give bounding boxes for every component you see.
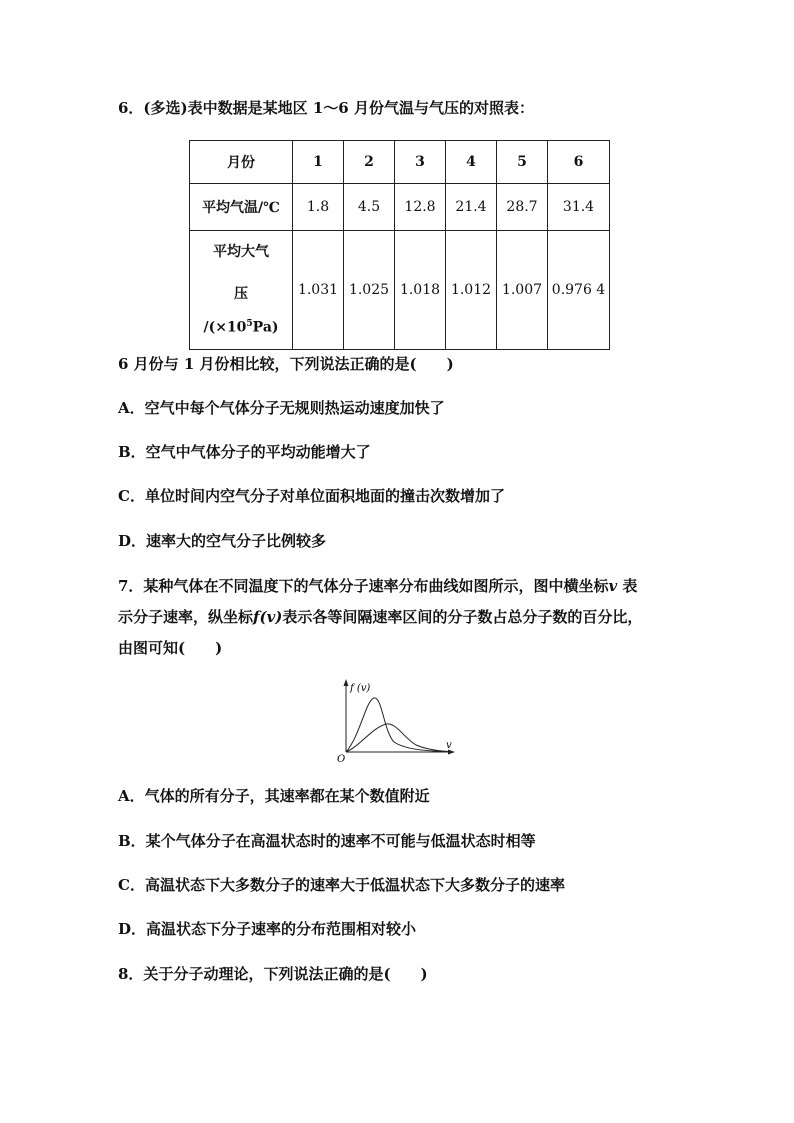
- option-b: B．空气中气体分子的平均动能增大了: [118, 443, 371, 461]
- table-row: [190, 184, 610, 231]
- question-8-prompt: 8．关于分子动理论，下列说法正确的是( ): [118, 965, 428, 983]
- table-cell: 1.018: [395, 231, 446, 350]
- table-cell: 28.7: [497, 184, 548, 231]
- pressure-unit: $/(\times 10^5Pa)$: [203, 319, 279, 336]
- pressure-label-line: 平均大气: [213, 244, 269, 261]
- question-7-line-3: 由图可知( ): [118, 639, 223, 657]
- speed-distribution-graph: [330, 676, 460, 766]
- option-d: D．高温状态下分子速率的分布范围相对较小: [118, 920, 417, 938]
- high-temperature-curve: [346, 724, 448, 752]
- table-header-cell: 2: [344, 141, 395, 184]
- table-header-cell: 5: [497, 141, 548, 184]
- option-a: A．气体的所有分子，其速率都在某个数值附近: [118, 787, 430, 805]
- table-cell: 1.025: [344, 231, 395, 350]
- question-6-stem: 6 月份与 1 月份相比较，下列说法正确的是( ): [118, 355, 454, 373]
- table-header-cell: 月份: [190, 141, 293, 184]
- x-axis-label: v: [446, 740, 452, 751]
- table-cell: 1.031: [293, 231, 344, 350]
- table-cell: 4.5: [344, 184, 395, 231]
- table-cell: 0.976 4: [548, 231, 610, 350]
- table-cell: 1.012: [446, 231, 497, 350]
- option-c: C．高温状态下大多数分子的速率大于低温状态下大多数分子的速率: [118, 876, 565, 894]
- table-row: [190, 141, 610, 184]
- table-row-label: [190, 231, 293, 350]
- option-a: A．空气中每个气体分子无规则热运动速度加快了: [118, 399, 445, 417]
- question-7-line-2: 示分子速率，纵坐标f(v)表示各等间隔速率区间的分子数占总分子数的百分比，: [118, 608, 643, 626]
- option-c: C．单位时间内空气分子对单位面积地面的撞击次数增加了: [118, 487, 505, 505]
- table-header-cell: 1: [293, 141, 344, 184]
- table-row: [190, 231, 610, 350]
- question-6-prompt: 6．(多选)表中数据是某地区 1～6 月份气温与气压的对照表：: [118, 99, 534, 117]
- temperature-pressure-table: [189, 140, 610, 350]
- table-cell: 1.8: [293, 184, 344, 231]
- table-row-label: 平均气温/℃: [190, 184, 293, 231]
- question-7-line-1: 7．某种气体在不同温度下的气体分子速率分布曲线如图所示，图中横坐标v 表: [118, 577, 638, 595]
- table-header-cell: 4: [446, 141, 497, 184]
- table-cell: 1.007: [497, 231, 548, 350]
- low-temperature-curve: [346, 698, 448, 752]
- option-d: D．速率大的空气分子比例较多: [118, 532, 327, 550]
- y-axis-label: f (v): [350, 683, 371, 694]
- y-axis-arrow-icon: [344, 679, 349, 686]
- table-cell: 31.4: [548, 184, 610, 231]
- table-header-cell: 3: [395, 141, 446, 184]
- table-cell: 12.8: [395, 184, 446, 231]
- pressure-label-line: 压: [234, 286, 248, 303]
- table-header-cell: 6: [548, 141, 610, 184]
- table-cell: 21.4: [446, 184, 497, 231]
- option-b: B．某个气体分子在高温状态时的速率不可能与低温状态时相等: [118, 832, 536, 850]
- origin-label: O: [337, 754, 346, 765]
